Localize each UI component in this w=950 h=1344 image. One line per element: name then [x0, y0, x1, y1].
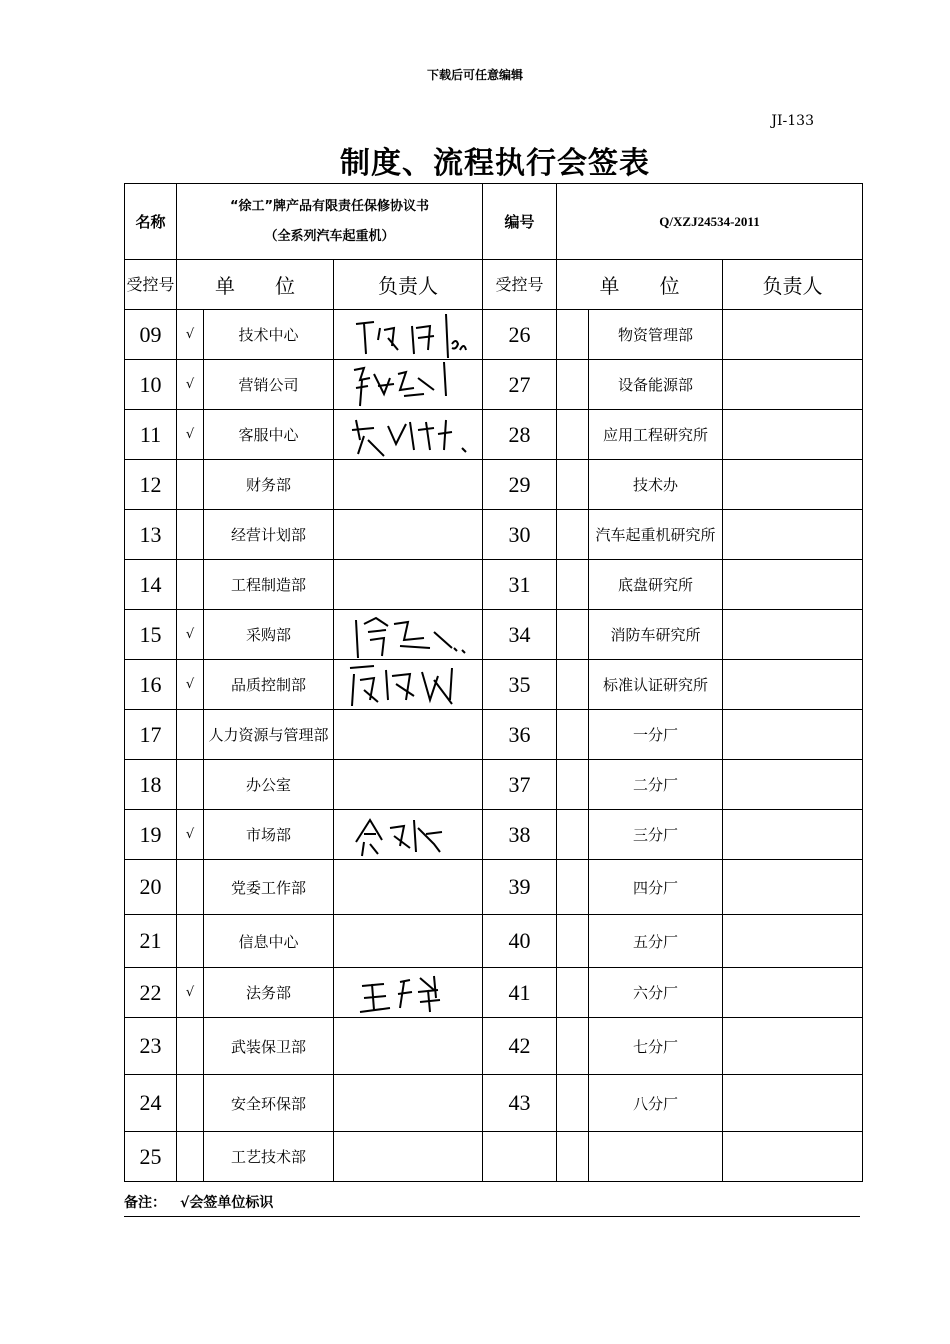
header-row — [125, 184, 863, 260]
right-department: 物资管理部 — [589, 310, 723, 360]
left-check-mark — [177, 915, 204, 968]
right-signature-cell — [723, 915, 863, 968]
left-department: 品质控制部 — [204, 660, 334, 710]
left-control-number: 16 — [125, 660, 177, 710]
right-control-number: 35 — [483, 660, 557, 710]
signature-0 — [334, 310, 483, 360]
right-check-mark — [557, 410, 589, 460]
right-department — [589, 1132, 723, 1182]
left-check-mark — [177, 560, 204, 610]
left-check-mark — [177, 1132, 204, 1182]
right-department: 一分厂 — [589, 710, 723, 760]
left-control-number: 19 — [125, 810, 177, 860]
right-department: 应用工程研究所 — [589, 410, 723, 460]
left-signature-cell — [334, 1132, 483, 1182]
right-department: 八分厂 — [589, 1075, 723, 1132]
left-signature-cell — [334, 660, 483, 710]
right-check-mark — [557, 860, 589, 915]
name-label: 名称 — [125, 184, 177, 260]
right-check-mark — [557, 460, 589, 510]
footer-divider — [124, 1216, 860, 1217]
left-department: 安全环保部 — [204, 1075, 334, 1132]
right-check-mark — [557, 660, 589, 710]
left-department: 技术中心 — [204, 310, 334, 360]
signature-6 — [334, 610, 483, 660]
left-signature-cell — [334, 410, 483, 460]
left-control-number: 21 — [125, 915, 177, 968]
table-row — [125, 510, 863, 560]
left-check-mark: √ — [177, 810, 204, 860]
page-title: 制度、流程执行会签表 — [340, 146, 650, 181]
right-control-number: 37 — [483, 760, 557, 810]
right-signature-cell — [723, 560, 863, 610]
right-signature-cell — [723, 660, 863, 710]
left-signature-cell — [334, 610, 483, 660]
right-control-number: 31 — [483, 560, 557, 610]
right-department: 五分厂 — [589, 915, 723, 968]
right-check-mark — [557, 560, 589, 610]
left-control-number: 25 — [125, 1132, 177, 1182]
right-department: 技术办 — [589, 460, 723, 510]
document-name-line1: “徐工”牌产品有限责任保修协议书 — [229, 198, 430, 214]
right-signature-cell — [723, 968, 863, 1018]
document-code: JI-133 — [771, 113, 814, 129]
right-check-mark — [557, 915, 589, 968]
table-row — [125, 360, 863, 410]
right-check-mark — [557, 310, 589, 360]
footer-remark — [124, 1192, 287, 1212]
right-department: 底盘研究所 — [589, 560, 723, 610]
left-signature-cell — [334, 760, 483, 810]
table-row — [125, 860, 863, 915]
right-check-mark — [557, 1018, 589, 1075]
right-check-mark — [557, 1075, 589, 1132]
right-control-number: 29 — [483, 460, 557, 510]
right-unit-header: 单 位 — [557, 260, 723, 310]
left-check-mark — [177, 510, 204, 560]
left-control-number: 10 — [125, 360, 177, 410]
right-department: 设备能源部 — [589, 360, 723, 410]
signature-10 — [334, 810, 483, 860]
left-check-mark: √ — [177, 410, 204, 460]
left-control-number: 18 — [125, 760, 177, 810]
right-check-mark — [557, 760, 589, 810]
left-department: 法务部 — [204, 968, 334, 1018]
signature-2 — [334, 410, 483, 460]
right-control-number: 41 — [483, 968, 557, 1018]
table-row — [125, 660, 863, 710]
left-check-mark — [177, 760, 204, 810]
right-signature-cell — [723, 510, 863, 560]
left-control-number: 24 — [125, 1075, 177, 1132]
right-check-mark — [557, 360, 589, 410]
table-row — [125, 610, 863, 660]
right-check-mark — [557, 810, 589, 860]
document-name-line2: （全系列汽车起重机） — [264, 228, 395, 244]
right-control-number: 42 — [483, 1018, 557, 1075]
left-signature-cell — [334, 710, 483, 760]
number-label: 编号 — [483, 184, 557, 260]
left-department: 党委工作部 — [204, 860, 334, 915]
left-signature-cell — [334, 360, 483, 410]
right-signature-cell — [723, 460, 863, 510]
right-department: 消防车研究所 — [589, 610, 723, 660]
left-check-mark — [177, 1075, 204, 1132]
left-control-number: 12 — [125, 460, 177, 510]
column-header-row — [125, 260, 863, 310]
right-check-mark — [557, 610, 589, 660]
left-signature-cell — [334, 560, 483, 610]
table-row — [125, 760, 863, 810]
left-person-header: 负责人 — [334, 260, 483, 310]
right-person-header: 负责人 — [723, 260, 863, 310]
right-control-number: 27 — [483, 360, 557, 410]
left-signature-cell — [334, 810, 483, 860]
left-signature-cell — [334, 510, 483, 560]
left-department: 财务部 — [204, 460, 334, 510]
right-signature-cell — [723, 1018, 863, 1075]
right-department: 标准认证研究所 — [589, 660, 723, 710]
document-number: Q/XZJ24534-2011 — [557, 184, 863, 260]
left-control-number: 22 — [125, 968, 177, 1018]
table-row — [125, 460, 863, 510]
left-signature-cell — [334, 310, 483, 360]
right-department: 七分厂 — [589, 1018, 723, 1075]
table-row — [125, 1018, 863, 1075]
right-department: 三分厂 — [589, 810, 723, 860]
left-department: 采购部 — [204, 610, 334, 660]
left-department: 办公室 — [204, 760, 334, 810]
left-check-mark: √ — [177, 310, 204, 360]
right-signature-cell — [723, 710, 863, 760]
sign-off-table — [124, 183, 863, 1182]
left-check-mark — [177, 860, 204, 915]
left-control-number: 20 — [125, 860, 177, 915]
left-check-mark: √ — [177, 660, 204, 710]
left-unit-header: 单 位 — [177, 260, 334, 310]
right-department: 二分厂 — [589, 760, 723, 810]
left-control-number: 14 — [125, 560, 177, 610]
left-check-mark — [177, 1018, 204, 1075]
left-department: 信息中心 — [204, 915, 334, 968]
right-signature-cell — [723, 860, 863, 915]
left-signature-cell — [334, 460, 483, 510]
right-signature-cell — [723, 1075, 863, 1132]
table-row — [125, 710, 863, 760]
right-signature-cell — [723, 760, 863, 810]
signature-1 — [334, 360, 483, 410]
right-check-mark — [557, 710, 589, 760]
table-row — [125, 810, 863, 860]
left-signature-cell — [334, 860, 483, 915]
right-department: 四分厂 — [589, 860, 723, 915]
left-check-mark: √ — [177, 610, 204, 660]
remark-label: 备注： — [124, 1195, 166, 1211]
right-control-number: 43 — [483, 1075, 557, 1132]
right-check-mark — [557, 510, 589, 560]
right-signature-cell — [723, 610, 863, 660]
left-check-mark — [177, 460, 204, 510]
right-control-number-header: 受控号 — [483, 260, 557, 310]
left-department: 市场部 — [204, 810, 334, 860]
right-control-number: 26 — [483, 310, 557, 360]
right-signature-cell — [723, 810, 863, 860]
right-signature-cell — [723, 360, 863, 410]
right-signature-cell — [723, 1132, 863, 1182]
left-check-mark — [177, 710, 204, 760]
left-signature-cell — [334, 968, 483, 1018]
left-department: 工艺技术部 — [204, 1132, 334, 1182]
left-control-number: 17 — [125, 710, 177, 760]
table-row — [125, 1132, 863, 1182]
left-department: 武装保卫部 — [204, 1018, 334, 1075]
left-department: 客服中心 — [204, 410, 334, 460]
table-row — [125, 1075, 863, 1132]
left-signature-cell — [334, 1075, 483, 1132]
left-department: 人力资源与管理部 — [204, 710, 334, 760]
remark-note: √会签单位标识 — [180, 1195, 274, 1211]
document-name-cell — [177, 184, 483, 260]
left-check-mark: √ — [177, 360, 204, 410]
left-control-number-header: 受控号 — [125, 260, 177, 310]
right-signature-cell — [723, 310, 863, 360]
right-control-number: 30 — [483, 510, 557, 560]
left-department: 营销公司 — [204, 360, 334, 410]
table-row — [125, 968, 863, 1018]
right-control-number: 40 — [483, 915, 557, 968]
left-signature-cell — [334, 915, 483, 968]
right-control-number: 34 — [483, 610, 557, 660]
signature-13 — [334, 968, 483, 1018]
left-signature-cell — [334, 1018, 483, 1075]
table-row — [125, 310, 863, 360]
right-department: 汽车起重机研究所 — [589, 510, 723, 560]
right-control-number: 28 — [483, 410, 557, 460]
right-check-mark — [557, 1132, 589, 1182]
left-department: 工程制造部 — [204, 560, 334, 610]
left-department: 经营计划部 — [204, 510, 334, 560]
right-control-number — [483, 1132, 557, 1182]
left-control-number: 11 — [125, 410, 177, 460]
table-row — [125, 560, 863, 610]
left-check-mark: √ — [177, 968, 204, 1018]
table-row — [125, 410, 863, 460]
right-control-number: 39 — [483, 860, 557, 915]
top-note: 下载后可任意编辑 — [426, 68, 523, 82]
right-department: 六分厂 — [589, 968, 723, 1018]
signature-7 — [334, 660, 483, 710]
left-control-number: 15 — [125, 610, 177, 660]
left-control-number: 13 — [125, 510, 177, 560]
right-control-number: 38 — [483, 810, 557, 860]
left-control-number: 09 — [125, 310, 177, 360]
right-signature-cell — [723, 410, 863, 460]
table-row — [125, 915, 863, 968]
left-control-number: 23 — [125, 1018, 177, 1075]
right-check-mark — [557, 968, 589, 1018]
right-control-number: 36 — [483, 710, 557, 760]
